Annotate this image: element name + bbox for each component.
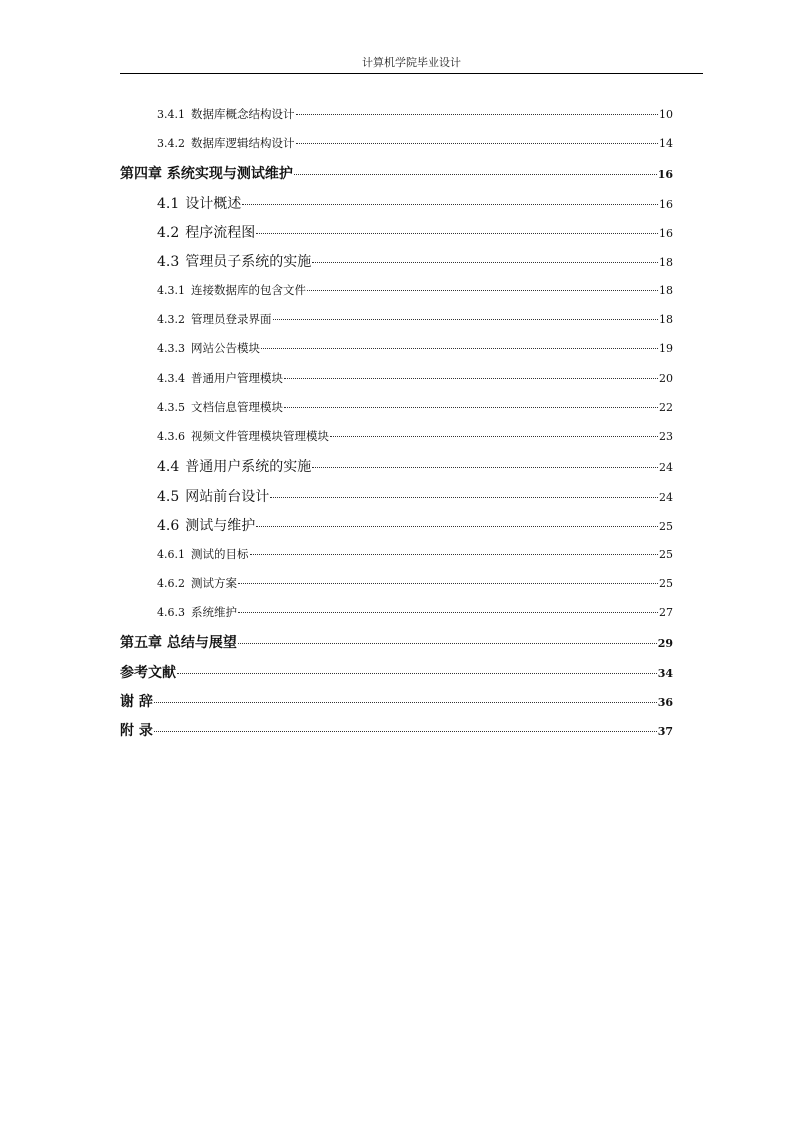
toc-entry-page: 36 xyxy=(657,696,673,709)
toc-entry-page: 14 xyxy=(659,137,673,150)
toc-entry-page: 16 xyxy=(657,168,673,181)
toc-entry-number: 4.6.3 xyxy=(157,606,185,619)
toc-chapter-entry[interactable] xyxy=(120,662,673,682)
toc-entry-number: 3.4.1 xyxy=(157,108,185,121)
toc-entry-title: 附 录 xyxy=(120,723,153,739)
toc-entry[interactable] xyxy=(157,604,673,620)
toc-entry-title: 网站公告模块 xyxy=(191,341,260,355)
toc-entry-title: 第五章 总结与展望 xyxy=(120,635,237,651)
toc-entry-title: 测试方案 xyxy=(191,576,237,590)
toc-entry-title: 系统维护 xyxy=(191,605,237,619)
toc-entry-page: 24 xyxy=(659,491,673,504)
toc-entry[interactable] xyxy=(157,311,673,327)
toc-entry-title: 连接数据库的包含文件 xyxy=(191,283,306,297)
toc-chapter-entry[interactable] xyxy=(120,632,673,652)
toc-entry-page: 19 xyxy=(659,342,673,355)
toc-leader-dots xyxy=(330,436,658,437)
toc-entry-title: 测试的目标 xyxy=(191,547,249,561)
toc-leader-dots xyxy=(270,497,658,498)
toc-entry-page: 25 xyxy=(659,548,673,561)
toc-entry[interactable] xyxy=(157,428,673,444)
toc-section-entry[interactable] xyxy=(157,486,673,506)
toc-leader-dots xyxy=(177,673,657,674)
toc-entry-number: 4.3.4 xyxy=(157,372,185,385)
toc-leader-dots xyxy=(250,554,659,555)
toc-entry[interactable] xyxy=(157,106,673,122)
toc-entry-title: 普通用户管理模块 xyxy=(191,371,283,385)
toc-entry-title: 数据库逻辑结构设计 xyxy=(191,136,295,150)
toc-entry-number: 4.6 xyxy=(157,518,180,534)
toc-chapter-entry[interactable] xyxy=(120,163,673,183)
toc-entry-number: 4.3 xyxy=(157,254,180,270)
toc-entry-page: 18 xyxy=(659,256,673,269)
toc-chapter-entry[interactable] xyxy=(120,720,673,740)
toc-entry-page: 22 xyxy=(659,401,673,414)
toc-leader-dots xyxy=(294,174,657,175)
toc-leader-dots xyxy=(256,526,658,527)
toc-entry-title: 参考文献 xyxy=(120,665,176,681)
toc-leader-dots xyxy=(312,467,658,468)
toc-entry-page: 37 xyxy=(657,725,673,738)
toc-entry-page: 16 xyxy=(659,198,673,211)
toc-entry-number: 4.3.3 xyxy=(157,342,185,355)
toc-entry-number: 4.3.5 xyxy=(157,401,185,414)
toc-leader-dots xyxy=(312,262,658,263)
toc-entry-number: 4.6.1 xyxy=(157,548,185,561)
toc-entry-number: 3.4.2 xyxy=(157,137,185,150)
toc-section-entry[interactable] xyxy=(157,193,673,213)
toc-entry-title: 普通用户系统的实施 xyxy=(185,459,312,475)
header-title: 计算机学院毕业设计 xyxy=(362,56,461,69)
toc-section-entry[interactable] xyxy=(157,515,673,535)
toc-leader-dots xyxy=(296,143,659,144)
toc-entry-number: 4.2 xyxy=(157,225,180,241)
toc-section-entry[interactable] xyxy=(157,251,673,271)
toc-entry[interactable] xyxy=(157,399,673,415)
toc-section-entry[interactable] xyxy=(157,456,673,476)
toc-entry[interactable] xyxy=(157,370,673,386)
toc-entry-page: 34 xyxy=(657,667,673,680)
toc-leader-dots xyxy=(154,731,657,732)
toc-entry-page: 18 xyxy=(659,284,673,297)
toc-leader-dots xyxy=(307,290,658,291)
toc-entry-title: 第四章 系统实现与测试维护 xyxy=(120,166,293,182)
toc-leader-dots xyxy=(284,407,658,408)
toc-leader-dots xyxy=(242,204,658,205)
toc-chapter-entry[interactable] xyxy=(120,691,673,711)
toc-entry-title: 数据库概念结构设计 xyxy=(191,107,295,121)
toc-entry-title: 文档信息管理模块 xyxy=(191,400,283,414)
toc-entry-page: 25 xyxy=(659,520,673,533)
toc-leader-dots xyxy=(154,702,657,703)
toc-entry-title: 网站前台设计 xyxy=(185,489,270,505)
toc-entry-page: 18 xyxy=(659,313,673,326)
toc-entry-page: 20 xyxy=(659,372,673,385)
toc-entry-title: 程序流程图 xyxy=(185,225,256,241)
toc-entry-page: 29 xyxy=(657,637,673,650)
toc-entry-title: 视频文件管理模块管理模块 xyxy=(191,429,329,443)
toc-entry-title: 测试与维护 xyxy=(185,518,256,534)
toc-entry-page: 25 xyxy=(659,577,673,590)
toc-entry-number: 4.4 xyxy=(157,459,180,475)
toc-entry-page: 27 xyxy=(659,606,673,619)
toc-entry-number: 4.3.1 xyxy=(157,284,185,297)
toc-section-entry[interactable] xyxy=(157,222,673,242)
toc-entry-number: 4.1 xyxy=(157,196,180,212)
toc-leader-dots xyxy=(296,114,659,115)
toc-leader-dots xyxy=(256,233,658,234)
toc-entry-title: 管理员登录界面 xyxy=(191,312,272,326)
toc-leader-dots xyxy=(284,378,658,379)
toc-entry[interactable] xyxy=(157,135,673,151)
toc-leader-dots xyxy=(261,348,658,349)
toc-leader-dots xyxy=(238,583,658,584)
toc-entry-title: 管理员子系统的实施 xyxy=(185,254,312,270)
toc-entry[interactable] xyxy=(157,575,673,591)
toc-entry-title: 谢 辞 xyxy=(120,694,153,710)
toc-entry[interactable] xyxy=(157,546,673,562)
toc-leader-dots xyxy=(273,319,659,320)
toc-entry-page: 16 xyxy=(659,227,673,240)
toc-entry-page: 24 xyxy=(659,461,673,474)
toc-leader-dots xyxy=(238,612,658,613)
toc-entry-number: 4.5 xyxy=(157,489,180,505)
toc-entry[interactable] xyxy=(157,340,673,356)
toc-entry[interactable] xyxy=(157,282,673,298)
toc-entry-page: 23 xyxy=(659,430,673,443)
toc-leader-dots xyxy=(238,643,657,644)
toc-entry-number: 4.3.6 xyxy=(157,430,185,443)
toc-entry-number: 4.3.2 xyxy=(157,313,185,326)
toc-entry-number: 4.6.2 xyxy=(157,577,185,590)
toc-entry-page: 10 xyxy=(659,108,673,121)
toc-entry-title: 设计概述 xyxy=(185,196,242,212)
